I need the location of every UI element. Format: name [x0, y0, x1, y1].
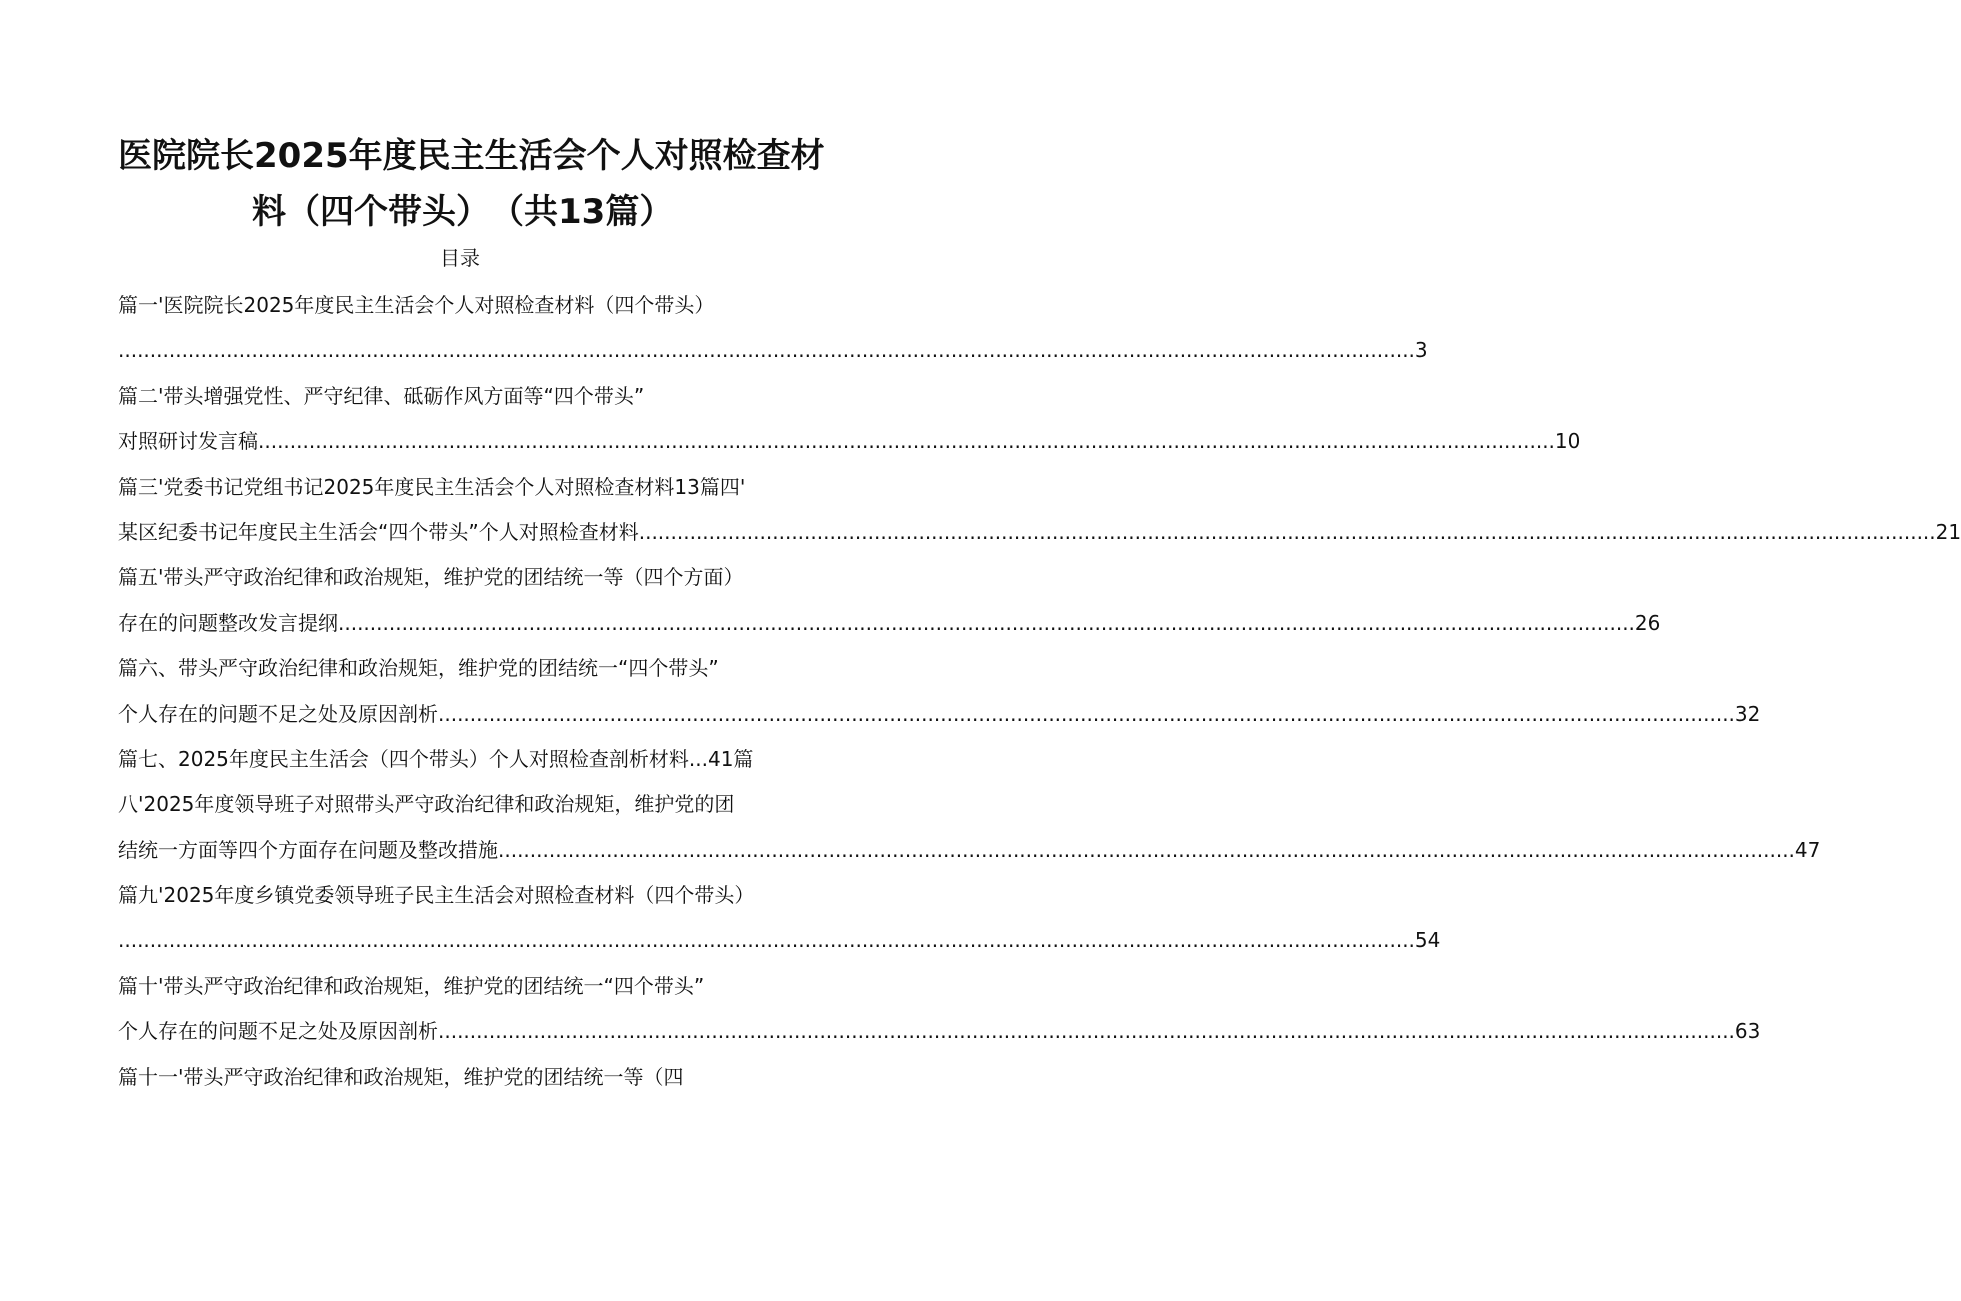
toc-line[interactable]: 篇十一'带头严守政治纪律和政治规矩，维护党的团结统一等（四 — [118, 1064, 684, 1089]
page-number: 32 — [1734, 701, 1761, 726]
toc-line[interactable]: 对照研讨发言稿 ............................................................................................................................................................................................................ 10 — [118, 429, 1581, 454]
toc-line[interactable]: 篇五'带头严守政治纪律和政治规矩，维护党的团结统一等（四个方面） — [118, 565, 744, 590]
leader-dots: ............................................................................................................................................................................................................ — [438, 1019, 1735, 1044]
toc-line[interactable]: 个人存在的问题不足之处及原因剖析 ............................................................................................................................................................................................................ 63 — [118, 1019, 1761, 1044]
toc-line[interactable]: 结统一方面等四个方面存在问题及整改措施 ............................................................................................................................................................................................................ 47 — [118, 837, 1821, 862]
page-number: 21 — [1935, 519, 1961, 544]
page-number: 54 — [1414, 928, 1441, 953]
page-number: 10 — [1554, 429, 1581, 454]
leader-dots: ............................................................................................................................................................................................................ — [438, 701, 1735, 726]
leader-dots: ............................................................................................................................................................................................................ — [638, 519, 1936, 544]
toc-line[interactable]: 篇三'党委书记党组书记2025年度民主生活会个人对照检查材料13篇四' — [118, 474, 746, 499]
toc-line[interactable]: 篇一'医院院长2025年度民主生活会个人对照检查材料（四个带头） — [118, 293, 715, 317]
toc-line[interactable]: 篇九'2025年度乡镇党委领导班子民主生活会对照检查材料（四个带头） — [118, 883, 755, 908]
leader-dots: ............................................................................................................................................................................................................ — [118, 928, 1415, 953]
toc-line[interactable] — [118, 336, 1428, 381]
page-number: 47 — [1794, 837, 1821, 862]
toc-line[interactable]: 篇七、2025年度民主生活会（四个带头）个人对照检查剖析材料...41篇 — [118, 746, 754, 771]
toc-heading: 目录 — [440, 246, 480, 270]
page-number: 63 — [1734, 1019, 1761, 1044]
toc-line[interactable] — [118, 926, 1441, 971]
toc-line[interactable]: 存在的问题整改发言提纲 ............................................................................................................................................................................................................ 26 — [118, 610, 1661, 635]
leader-dots: ............................................................................................................................................................................................................ — [258, 429, 1555, 454]
toc-line[interactable]: 某区纪委书记年度民主生活会“四个带头”个人对照检查材料 ............................................................................................................................................................................................................ 21 — [118, 519, 1961, 544]
toc-line[interactable]: 篇二'带头增强党性、严守纪律、砥砺作风方面等“四个带头” — [118, 383, 645, 408]
table-of-contents — [118, 291, 1961, 1108]
toc-line[interactable]: 篇十'带头严守政治纪律和政治规矩，维护党的团结统一“四个带头” — [118, 973, 705, 998]
page-number: 3 — [1414, 338, 1428, 363]
leader-dots: ............................................................................................................................................................................................................ — [498, 837, 1795, 862]
leader-dots: ............................................................................................................................................................................................................ — [118, 338, 1415, 363]
toc-line[interactable]: 个人存在的问题不足之处及原因剖析 ............................................................................................................................................................................................................ 32 — [118, 701, 1761, 726]
toc-line[interactable]: 篇六、带头严守政治纪律和政治规矩，维护党的团结统一“四个带头” — [118, 656, 719, 681]
document-title-line-2: 料（四个带头） （共13篇） — [252, 192, 674, 232]
leader-dots: ............................................................................................................................................................................................................ — [338, 610, 1635, 635]
document-title-line-1: 医院院长2025年度民主生活会个人对照检查材 — [118, 136, 825, 176]
toc-line[interactable]: 八'2025年度领导班子对照带头严守政治纪律和政治规矩，维护党的团 — [118, 792, 735, 817]
page-number: 26 — [1634, 610, 1661, 635]
